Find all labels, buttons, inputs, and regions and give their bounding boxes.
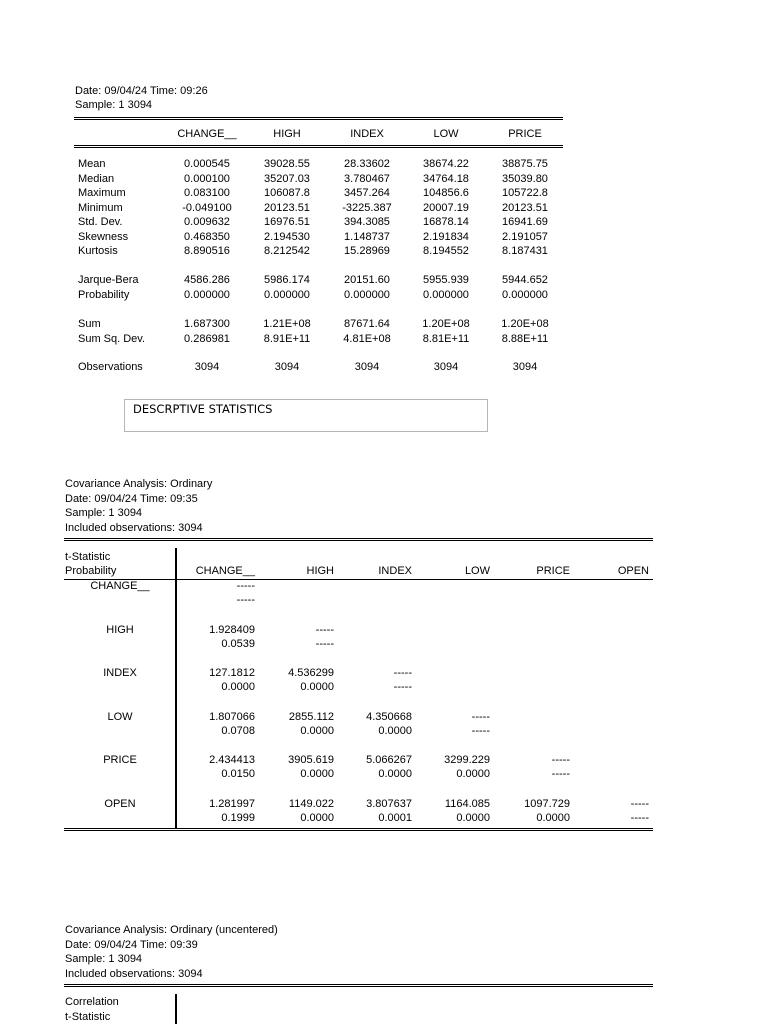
desc-header-line: Sample: 1 3094 [75,99,153,111]
cov1-column-header: PRICE [536,565,570,577]
desc-cell: 20123.51 [502,201,548,214]
cov1-cell: 3299.229 [444,754,490,766]
cov1-row-label: INDEX [103,667,137,679]
cov1-cell: ----- [393,681,412,693]
desc-cell: 5955.939 [423,274,469,286]
cov1-cell: 0.0000 [378,725,412,737]
cov2-stub-label: t-Statistic [65,1011,111,1023]
cov1-header-line: Included observations: 3094 [65,521,203,534]
desc-column-header: INDEX [350,128,384,140]
desc-cell: 16941.69 [502,216,548,228]
cov1-cell: ----- [315,638,334,650]
cov1-cell: 1.281997 [209,798,255,810]
cov1-cell: ----- [630,812,649,824]
cov1-cell: 0.0539 [221,638,255,650]
rule-line [64,538,653,539]
cov1-column-header: HIGH [306,565,334,577]
desc-row-label: Sum Sq. Dev. [78,332,146,345]
desc-cell: 15.28969 [344,245,390,257]
desc-cell: 1.20E+08 [501,318,549,330]
cov1-column-header: OPEN [617,565,649,577]
cov2-stub-label: Correlation [65,996,119,1008]
cov1-cell: 3.807637 [366,798,412,810]
desc-row-label: Mean [78,158,106,170]
desc-cell: 38875.75 [502,158,548,170]
desc-cell: 87671.64 [344,318,390,330]
cov1-column-header: CHANGE__ [195,565,255,577]
desc-cell: 5944.652 [502,274,548,286]
cov1-cell: 0.0000 [536,812,570,824]
desc-cell: 3094 [433,361,459,373]
cov2-header-line: Included observations: 3094 [65,967,203,980]
desc-cell: 1.20E+08 [422,318,470,330]
rule-line [74,145,563,146]
desc-cell: 16878.14 [423,216,469,228]
desc-cell: 105722.8 [502,187,548,199]
caption-text: DESCRPTIVE STATISTICS [133,402,273,416]
cov1-cell: ----- [236,594,255,606]
cov1-cell: 0.0000 [221,681,255,693]
cov1-row-label: CHANGE__ [90,580,150,592]
cov1-cell: ----- [471,725,490,737]
cov1-cell: 1.807066 [209,711,255,723]
cov1-cell: ----- [630,798,649,810]
cov1-cell: 1.928409 [209,624,255,636]
desc-cell: 8.88E+11 [501,332,549,345]
cov1-row-label: LOW [107,711,133,723]
cov1-cell: 0.0000 [456,768,490,780]
desc-row-label: Observations [78,361,143,373]
desc-cell: 8.91E+11 [263,332,311,345]
desc-row-label: Median [78,172,115,185]
desc-cell: 39028.55 [264,158,310,170]
cov1-row-label: HIGH [106,624,134,636]
desc-cell: 2.194530 [264,230,310,243]
cov1-cell: 0.0001 [378,812,412,824]
cov1-cell: 0.0000 [378,768,412,780]
desc-cell: 0.000000 [344,288,390,301]
desc-cell: 0.000100 [184,172,230,185]
cov1-cell: 0.0000 [300,681,334,693]
cov1-cell: 127.1812 [209,667,255,679]
cov1-cell: 1149.022 [288,798,334,810]
desc-row-label: Jarque-Bera [78,274,139,286]
cov1-cell: ----- [236,580,255,592]
desc-cell: 3094 [194,361,220,373]
stub-divider [175,994,177,1024]
cov1-cell: 0.0000 [300,768,334,780]
cov1-cell: 1164.085 [444,798,490,810]
desc-column-header: PRICE [508,128,542,140]
desc-cell: 0.000000 [184,288,230,301]
desc-cell: 2.191834 [423,230,469,243]
rule-line [74,119,563,120]
desc-cell: 20007.19 [423,201,469,214]
desc-header-line: Date: 09/04/24 Time: 09:26 [75,85,208,97]
desc-cell: 4586.286 [184,274,230,286]
cov1-cell: ----- [551,768,570,780]
rule-line [64,540,653,541]
cov2-header-line: Sample: 1 3094 [65,953,143,965]
cov1-cell: 1097.729 [524,798,570,810]
cov1-cell: 0.0000 [300,725,334,737]
desc-cell: 20123.51 [264,201,310,214]
desc-cell: 8.890516 [184,245,230,257]
cov1-header-line: Date: 09/04/24 Time: 09:35 [65,492,198,505]
desc-cell: 8.212542 [264,245,310,257]
rule-line [74,147,563,148]
cov1-cell: 2.434413 [209,754,255,766]
desc-row-label: Sum [78,318,101,330]
desc-row-label: Maximum [78,187,126,199]
rule-line [64,986,653,987]
desc-column-header: LOW [433,128,459,140]
cov1-row-label: PRICE [103,754,137,766]
desc-row-label: Std. Dev. [78,216,123,228]
desc-cell: 3457.264 [344,187,390,199]
cov1-cell: 0.0708 [221,725,255,737]
rule-line [64,828,653,829]
desc-column-header: HIGH [273,128,301,140]
cov1-header-line: Covariance Analysis: Ordinary [65,478,213,490]
cov1-cell: 0.1999 [221,812,255,824]
desc-cell: 5986.174 [264,274,310,286]
desc-cell: 35039.80 [502,172,548,185]
desc-row-label: Probability [78,288,130,301]
desc-cell: 16976.51 [264,216,310,228]
desc-cell: 20151.60 [344,274,390,286]
desc-cell: 0.000000 [502,288,548,301]
cov1-stub-label: Probability [65,565,117,577]
desc-cell: 8.194552 [423,245,469,257]
desc-cell: 28.33602 [344,158,390,170]
desc-cell: 104856.6 [423,187,469,199]
cov1-cell: 4.350668 [366,711,412,723]
cov1-header-line: Sample: 1 3094 [65,507,143,519]
desc-cell: 394.3085 [344,216,390,228]
cov1-cell: ----- [393,667,412,679]
rule-line [74,117,563,118]
desc-cell: 1.687300 [184,318,230,330]
cov1-column-header: INDEX [378,565,412,577]
desc-cell: 8.187431 [502,245,548,257]
desc-cell: 38674.22 [423,158,469,170]
cov1-cell: 0.0150 [221,768,255,780]
desc-cell: -0.049100 [182,201,232,214]
desc-cell: 0.000545 [184,158,230,170]
desc-cell: 0.468350 [184,230,230,243]
cov1-cell: 0.0000 [300,812,334,824]
rule-line [64,984,653,985]
desc-cell: 1.148737 [344,230,390,243]
desc-cell: 2.191057 [502,230,548,243]
desc-column-header: CHANGE__ [177,128,237,140]
desc-cell: 34764.18 [423,172,469,185]
cov1-cell: 2855.112 [288,711,334,723]
cov1-cell: 4.536299 [288,667,334,679]
desc-cell: 35207.03 [264,172,310,185]
desc-cell: 3094 [512,361,538,373]
desc-cell: 0.000000 [264,288,310,301]
desc-cell: 3094 [354,361,380,373]
desc-cell: 0.083100 [184,187,230,199]
desc-cell: 0.000000 [423,288,469,301]
cov1-stub-label: t-Statistic [65,551,111,563]
desc-row-label: Kurtosis [78,245,118,257]
cov1-column-header: LOW [464,565,490,577]
desc-cell: -3225.387 [342,201,392,214]
cov2-header-line: Date: 09/04/24 Time: 09:39 [65,938,198,951]
cov1-cell: ----- [471,711,490,723]
caption-textbox[interactable] [124,399,488,432]
desc-cell: 1.21E+08 [263,318,311,330]
cov1-cell: ----- [551,754,570,766]
desc-cell: 8.81E+11 [422,332,470,345]
cov1-cell: ----- [315,624,334,636]
desc-cell: 4.81E+08 [343,332,391,345]
cov1-row-label: OPEN [104,798,136,810]
desc-cell: 106087.8 [264,187,310,199]
desc-cell: 3.780467 [344,172,390,185]
cov1-cell: 0.0000 [456,812,490,824]
desc-row-label: Skewness [78,230,129,243]
cov1-cell: 5.066267 [366,754,412,766]
cov2-header-line: Covariance Analysis: Ordinary (uncentered) [65,924,278,936]
desc-cell: 0.009632 [184,216,230,228]
rule-line [64,830,653,831]
desc-cell: 3094 [274,361,300,373]
desc-row-label: Minimum [78,201,123,214]
cov1-cell: 3905.619 [288,754,334,766]
desc-cell: 0.286981 [184,332,230,345]
